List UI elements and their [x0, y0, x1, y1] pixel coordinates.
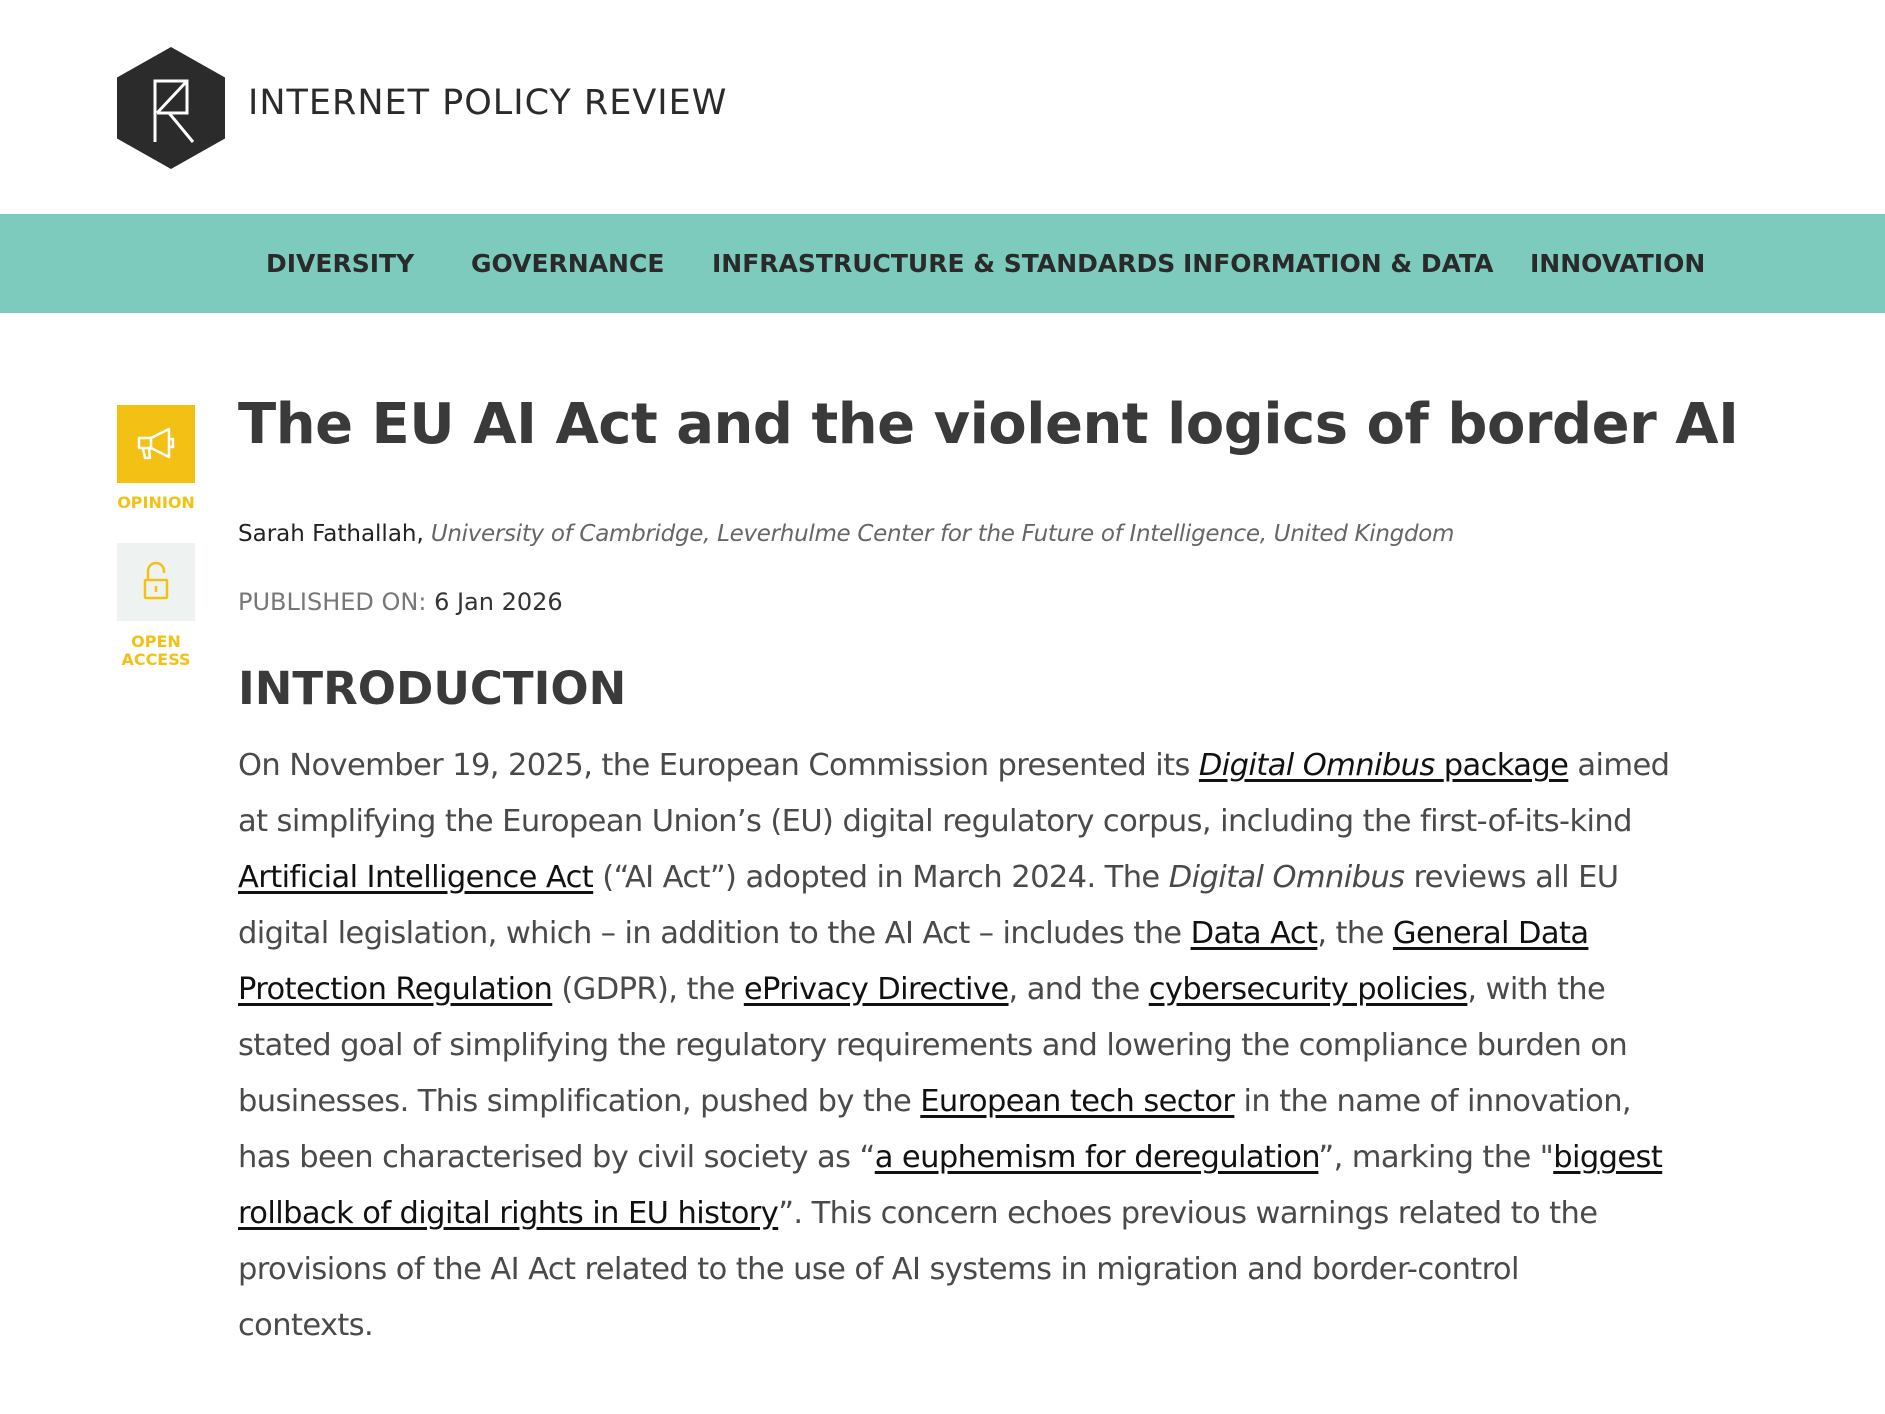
link-gdpr-continued[interactable]: Protection Regulation [238, 972, 553, 1007]
paragraph-line [238, 1018, 1718, 1074]
text-run: digital legislation, which – in addition to the AI Act – includes the [238, 916, 1191, 951]
text-run: (GDPR), the [552, 972, 744, 1007]
site-header [0, 0, 1885, 214]
paragraph-line [238, 794, 1718, 850]
author-affiliation: University of Cambridge, Leverhulme Center for the Future of Intelligence, United Kingdom [423, 521, 1455, 547]
paragraph-line [238, 1074, 1718, 1130]
text-run: ”, marking the " [1318, 1140, 1554, 1175]
link-data-act[interactable]: Data Act [1190, 916, 1318, 951]
link-biggest-rollback-continued[interactable]: rollback of digital rights in EU history [238, 1196, 779, 1231]
open-access-badge [117, 543, 195, 621]
opinion-badge [117, 405, 195, 483]
text-run: aimed [1568, 748, 1670, 783]
text-run: On November 19, 2025, the European Commission presented its [238, 748, 1199, 783]
emphasis-digital-omnibus: Digital Omnibus [1168, 860, 1405, 895]
text-run: , the [1317, 916, 1393, 951]
text-run: in the name of innovation, [1234, 1084, 1632, 1119]
nav-item-infrastructure-standards[interactable]: INFRASTRUCTURE & STANDARDS [712, 249, 1176, 278]
link-gdpr[interactable]: General Data [1392, 916, 1589, 951]
link-artificial-intelligence-act[interactable]: Artificial Intelligence Act [238, 860, 594, 895]
link-text: package [1443, 748, 1569, 783]
author-separator: , [416, 521, 424, 547]
article-title: The EU AI Act and the violent logics of border AI [238, 392, 1739, 457]
text-run: provisions of the AI Act related to the use of AI systems in migration and border-control [238, 1252, 1519, 1287]
paragraph-line [238, 1186, 1718, 1242]
text-run: , with the [1467, 972, 1606, 1007]
link-digital-omnibus-package[interactable] [1199, 748, 1568, 783]
link-euphemism-for-deregulation[interactable]: a euphemism for deregulation [874, 1140, 1319, 1175]
text-run: (“AI Act”) adopted in March 2024. The [593, 860, 1169, 895]
paragraph-line [238, 850, 1718, 906]
open-lock-icon [117, 543, 195, 621]
nav-item-innovation[interactable]: INNOVATION [1530, 249, 1706, 278]
published-label: PUBLISHED ON: [238, 588, 427, 616]
paragraph-line [238, 962, 1718, 1018]
article-paragraph [238, 738, 1718, 1354]
open-access-label-line2: ACCESS [121, 650, 191, 669]
nav-item-information-data[interactable]: INFORMATION & DATA [1183, 249, 1494, 278]
text-run: ”. This concern echoes previous warnings related to the [778, 1196, 1598, 1231]
byline [238, 521, 1454, 547]
main-navigation [0, 214, 1885, 313]
link-eprivacy-directive[interactable]: ePrivacy Directive [743, 972, 1009, 1007]
published-date [238, 588, 563, 616]
opinion-label: OPINION [117, 493, 195, 512]
link-european-tech-sector[interactable]: European tech sector [920, 1084, 1235, 1119]
paragraph-line [238, 906, 1718, 962]
text-run: stated goal of simplifying the regulatory requirements and lowering the compliance burden on [238, 1028, 1628, 1063]
paragraph-line [238, 738, 1718, 794]
link-biggest-rollback[interactable]: biggest [1553, 1140, 1663, 1175]
published-value: 6 Jan 2026 [426, 588, 563, 616]
megaphone-icon [117, 405, 195, 483]
site-name[interactable]: INTERNET POLICY REVIEW [248, 83, 728, 123]
section-heading-introduction: INTRODUCTION [238, 662, 627, 715]
text-run: at simplifying the European Union’s (EU) digital regulatory corpus, including the first-of-its-kind [238, 804, 1632, 839]
paragraph-line [238, 1242, 1718, 1298]
text-run: , and the [1008, 972, 1149, 1007]
author-name[interactable]: Sarah Fathallah [238, 521, 417, 547]
link-text-emphasis: Digital Omnibus [1198, 748, 1444, 783]
paragraph-line [238, 1298, 1718, 1354]
nav-item-governance[interactable]: GOVERNANCE [471, 249, 665, 278]
text-run: reviews all EU [1404, 860, 1619, 895]
text-run: businesses. This simplification, pushed by the [238, 1084, 921, 1119]
text-run: has been characterised by civil society as “ [238, 1140, 875, 1175]
open-access-label-line1: OPEN [131, 632, 181, 651]
text-run: contexts. [238, 1308, 374, 1343]
paragraph-line [238, 1130, 1718, 1186]
hexagon-r-logo-icon[interactable] [117, 47, 225, 169]
nav-item-diversity[interactable]: DIVERSITY [266, 249, 415, 278]
link-cybersecurity-policies[interactable]: cybersecurity policies [1148, 972, 1468, 1007]
